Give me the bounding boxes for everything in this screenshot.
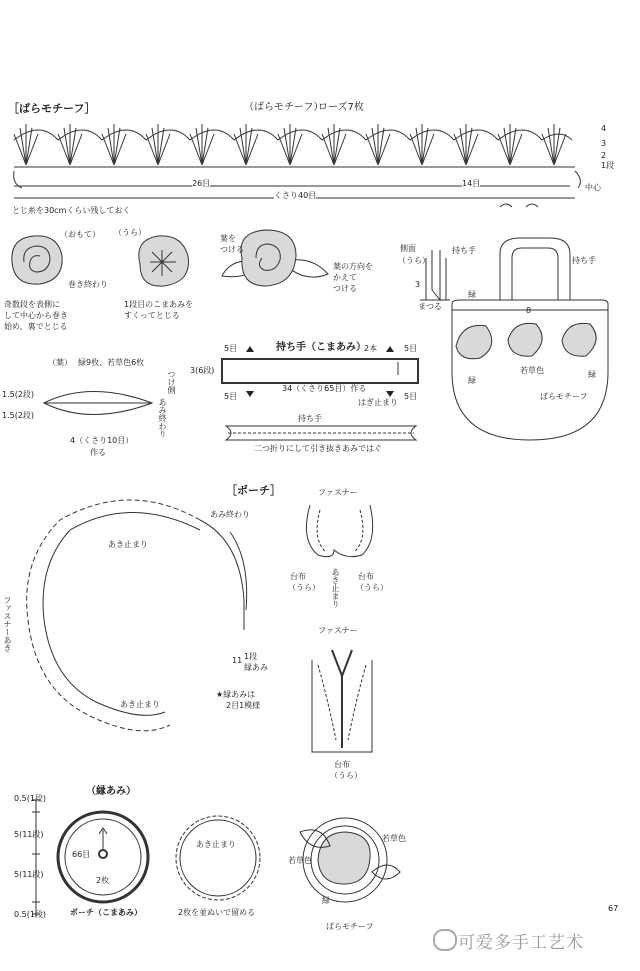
back-label: （うら）: [114, 228, 146, 237]
zipper-top-label: ファスナー: [318, 488, 358, 497]
leaf-direction-2: かえて: [333, 273, 357, 282]
count-right: 14目: [462, 179, 481, 188]
leaf-row-top: 1.5(2段): [2, 390, 35, 399]
tail-note: とじ糸を30cmくらい残しておく: [12, 206, 131, 215]
handle-start: はぎ止まり: [358, 398, 398, 407]
row-label-2: 2: [601, 151, 607, 160]
bag-drawing: [452, 238, 608, 440]
rose-chart-title: （ばらモチーフ）: [244, 102, 324, 113]
back-note-2: すくってとじる: [124, 311, 180, 320]
front-label: （おもて）: [60, 230, 100, 239]
edge-note-2: 2目1模様: [226, 701, 261, 710]
dim-4: 0.5(1段): [14, 910, 47, 919]
back-note-1: 1段目のこまあみを: [124, 300, 194, 309]
handle-height: 3(6段): [190, 366, 215, 375]
wind-end: 巻き終わり: [68, 280, 108, 289]
bag-young-green: 若草色: [520, 366, 544, 375]
leaf-counts: 緑9枚、若草色6枚: [78, 358, 145, 367]
edge-title: （縁あみ）: [86, 786, 136, 797]
center-label: 中心: [585, 183, 601, 192]
rose-motif-label: ばらモチーフ: [326, 922, 374, 931]
sew-note: 2枚を並ぬいで留める: [178, 908, 256, 917]
leaf-length: 4（くさり10目）: [70, 436, 134, 445]
front-note-1: 奇数段を表側に: [4, 300, 60, 309]
stitches-66: 66目: [72, 850, 91, 859]
front-note-3: 始め、裏でとじる: [4, 322, 68, 331]
pouch-edge-knit: 縁あみ: [244, 663, 268, 672]
leaf-chart-drawing: [44, 392, 152, 415]
zipper-opening: ファスナーあき: [3, 596, 12, 652]
row-label-4: 4: [601, 124, 607, 133]
handle-title: 持ち手（こまあみ）: [276, 342, 366, 353]
stop-center: あき止まり: [331, 568, 340, 608]
base-right-1: 台布: [358, 572, 374, 581]
rose-heading: ［ばらモチーフ］: [8, 102, 96, 115]
leaf-attach-1: 葉を: [220, 234, 236, 243]
stitch-tr: 5目: [404, 344, 418, 353]
base-bottom-1: 台布: [334, 760, 350, 769]
two-pieces: 2枚: [96, 876, 110, 885]
leaf-attach-2: つける: [220, 245, 244, 254]
finished-pouch-drawing: [300, 818, 400, 902]
base-bottom-2: （うら）: [330, 771, 362, 780]
open-stop: あき止まり: [196, 840, 236, 849]
handle-label: 持ち手: [298, 414, 322, 423]
front-note-2: して中心から巻き: [4, 311, 68, 320]
young-green-right: 若草色: [382, 834, 406, 843]
bag-handle: 持ち手: [572, 256, 596, 265]
pouch-label: ポーチ（こまあみ）: [70, 908, 142, 917]
bag-green-left: 緑: [468, 376, 476, 385]
stitch-br: 5目: [404, 392, 418, 401]
side-handle: 持ち手: [452, 246, 476, 255]
zipper-top2-label: ファスナー: [318, 626, 358, 635]
dim-3: 5(11段): [14, 870, 44, 879]
pouch-opening-bottom: あき止まり: [120, 700, 160, 709]
rose-back-drawing: [139, 236, 189, 286]
rose-front-drawing: [12, 236, 62, 284]
rose-with-leaves-drawing: [222, 230, 328, 286]
row-label-1: 1段: [601, 161, 615, 170]
bag-edge: 緑: [468, 290, 476, 299]
handle-length: 34（くさり65目）作る: [282, 384, 367, 393]
rose-chart-fans: [14, 124, 572, 165]
rose-chart-count: ローズ7枚: [318, 102, 364, 113]
base-left-1: 台布: [290, 572, 306, 581]
watermark: 可爱多手工艺术: [458, 933, 584, 953]
leaf-title: （葉）: [48, 358, 72, 367]
pouch-eleven: 11: [232, 656, 243, 665]
bag-green-right: 緑: [588, 370, 596, 379]
leaf-direction-1: 葉の方向を: [333, 262, 373, 271]
side-back: （うら）: [398, 256, 430, 265]
dim-1: 0.5(1段): [14, 794, 47, 803]
pouch-row-one: 1段: [244, 652, 258, 661]
edge-note-1: ★縁あみは: [216, 690, 256, 699]
dim-2: 5(11段): [14, 830, 44, 839]
pouch-opening-top: あき止まり: [108, 540, 148, 549]
pouch-heading: ［ポーチ］: [226, 484, 281, 497]
row-label-3: 3: [601, 139, 607, 148]
page-number: 67: [608, 904, 619, 913]
side-three: 3: [415, 280, 421, 289]
zipper-top-drawing: [306, 505, 372, 557]
wechat-icon: [433, 929, 457, 951]
base-right-2: （うら）: [356, 583, 388, 592]
side-stitch: まつる: [418, 302, 442, 311]
chain-total: くさり40目: [274, 191, 317, 200]
sewn-circle-drawing: [176, 816, 260, 900]
count-left: 26目: [192, 179, 211, 188]
green-label: 緑: [322, 896, 330, 905]
bag-rose: ばらモチーフ: [540, 392, 588, 401]
handle-count: 2本: [364, 344, 378, 353]
leaf-direction-3: つける: [333, 284, 357, 293]
zipper-bottom-drawing: [312, 650, 372, 752]
bag-eight: 8: [526, 306, 532, 315]
dimension-ticks: [32, 800, 40, 916]
stitch-tl: 5目: [224, 344, 238, 353]
leaf-make: 作る: [90, 448, 106, 457]
side-label: 側面: [400, 244, 416, 253]
leaf-attach-side: つけ側: [167, 370, 176, 394]
pouch-knit-end: あみ終わり: [210, 510, 250, 519]
fold-note: 二つ折りにして引き抜きあみではぐ: [254, 444, 382, 453]
base-left-2: （うら）: [288, 583, 320, 592]
young-green-left: 若草色: [288, 856, 312, 865]
pouch-ring-drawing: [27, 500, 247, 731]
leaf-row-bottom: 1.5(2段): [2, 411, 35, 420]
leaf-knit-end: あみ終わり: [158, 398, 167, 438]
stitch-bl: 5目: [224, 392, 238, 401]
